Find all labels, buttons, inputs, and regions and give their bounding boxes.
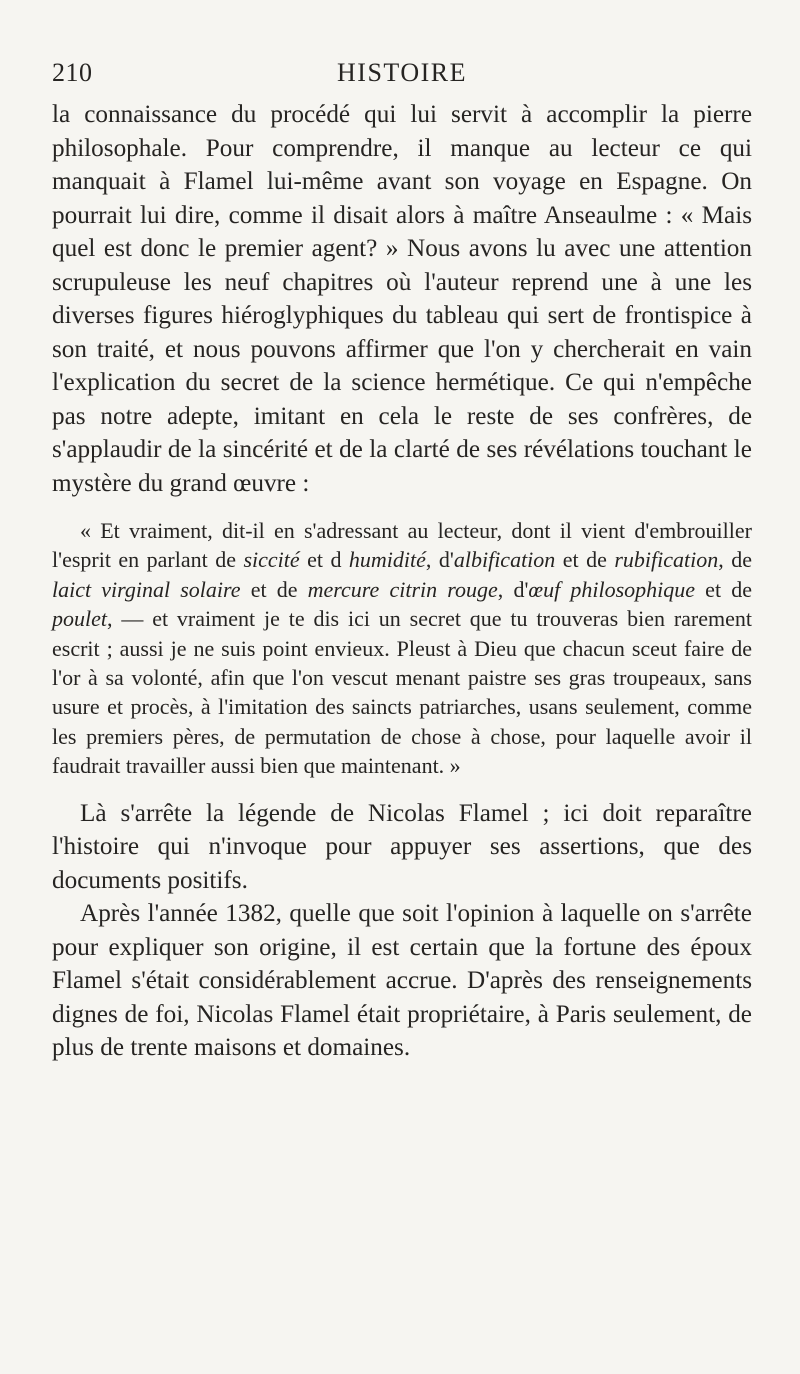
quote-term: albification: [453, 547, 556, 573]
page-number: 210: [52, 58, 93, 87]
quote-term: humidité: [348, 547, 426, 573]
quote-term: mercure citrin rouge: [307, 576, 498, 602]
quote-text: et d: [299, 547, 349, 573]
quote-text: et de: [695, 576, 752, 602]
running-title: HISTOIRE: [337, 58, 467, 87]
quote-term: laict virginal solaire: [52, 576, 241, 602]
quote-text: « Et vraiment, dit-il en s'adressant au lecteur, dont il vient d'embrouiller l'esprit en parlant de: [52, 518, 752, 573]
quote-text: et de: [240, 576, 308, 602]
quote-term: rubification: [614, 547, 719, 573]
flamel-quotation: [52, 516, 752, 781]
running-head: [52, 58, 752, 98]
book-page: [52, 58, 752, 1065]
quote-text: , d': [425, 547, 454, 573]
quote-text: , de: [718, 547, 752, 573]
quote-text: , — et vraiment je te dis ici un secret que tu trouveras bien rarement escrit ; aussi je ne suis point envieux. Pleust à Dieu que chacun sceut faire de l'or à sa volonté, afin que l'on vescut menant paistre ses gras troupeaux, sans usure et procès, à l'imitation des saincts patriarches, usans seulement, comme les premiers pères, de permutation de chose à chose, pour laquelle avoir il faudrait travailler aussi bien que maintenant. »: [52, 606, 752, 779]
quote-term: poulet: [52, 606, 107, 632]
quote-text: , d': [497, 576, 529, 602]
quote-text: et de: [555, 547, 615, 573]
quote-term: œuf philosophique: [528, 576, 696, 602]
paragraph-fortune: Après l'année 1382, quelle que soit l'opinion à laquelle on s'arrête pour expliquer son origine, il est certain que la fortune des époux Flamel s'était considérablement accrue. D'après des renseignements dignes de foi, Nicolas Flamel était propriétaire, à Paris seulement, de plus de trente maisons et domaines.: [52, 900, 752, 1062]
paragraph-continuation: la connaissance du procédé qui lui servit à accomplir la pierre philosophale. Pour comprendre, il manque au lecteur ce qui manquait à Flamel lui-même avant son voyage en Espagne. On pourrait lui dire, comme il disait alors à maître Anseaulme : « Mais quel est donc le premier agent? » Nous avons lu avec une attention scrupuleuse les neuf chapitres où l'auteur reprend une à une les diverses figures hiéroglyphiques du tableau qui sert de frontispice à son traité, et nous pouvons affirmer que l'on y chercherait en vain l'explication du secret de la science hermétique. Ce qui n'empêche pas notre adepte, imitant en cela le reste de ses confrères, de s'applaudir de la sincérité et de la clarté de ses révélations touchant le mystère du grand œuvre :: [52, 101, 752, 497]
paragraph-legend-end: Là s'arrête la légende de Nicolas Flamel ; ici doit reparaître l'histoire qui n'invoque pour appuyer ses assertions, que des documents positifs.: [52, 799, 752, 894]
quote-term: siccité: [243, 547, 300, 573]
